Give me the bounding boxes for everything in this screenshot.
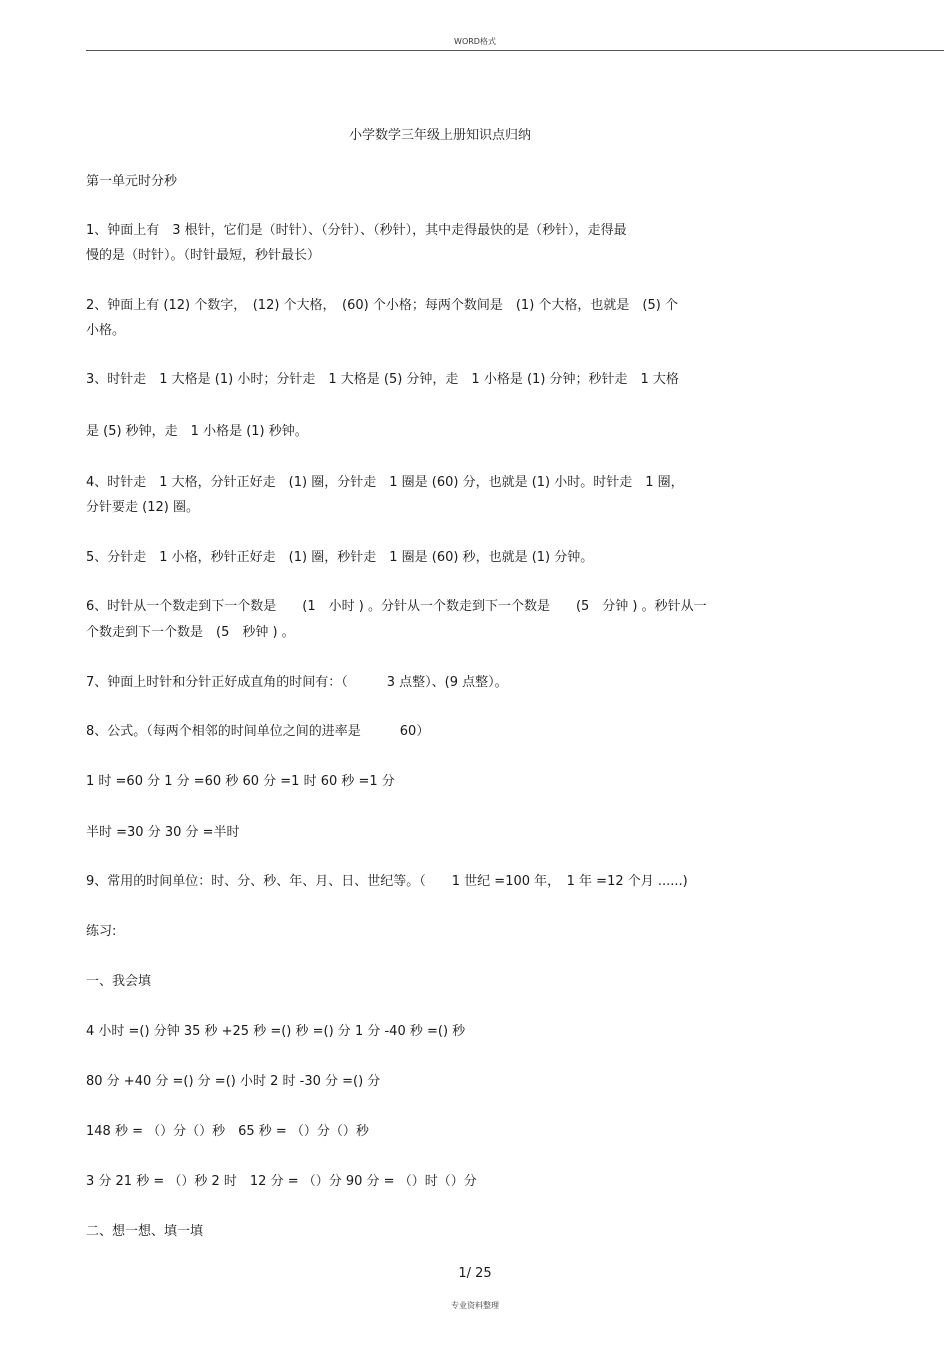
text-line: 9、常用的时间单位：时、分、秒、年、月、日、世纪等。（ 1 世纪 =100 年， 1 年 =12 个月 ......) [86,874,688,889]
text-line: 个数走到下一个数是 (5 秒钟 ) 。 [86,625,295,640]
text-line: 小格。 [86,323,126,338]
text-line: 1、钟面上有 3 根针，它们是（时针）、（分针）、（秒针），其中走得最快的是（秒针），走得最 [86,223,627,238]
text-line: 2、钟面上有 (12) 个数字， (12) 个大格， (60) 个小格；每两个数间是 (1) 个大格，也就是 (5) 个 [86,298,678,313]
text-line: 7、钟面上时针和分针正好成直角的时间有：（ 3 点整）、(9 点整）。 [86,675,508,690]
unit-heading: 第一单元时分秒 [86,174,178,189]
page-header: WORD格式 [454,37,496,46]
text-line: 4、时针走 1 大格，分针正好走 (1) 圈，分针走 1 圈是 (60) 分，也就是 (1) 小时。时针走 1 圈， [86,475,684,490]
exercise-line: 4 小时 =() 分钟 35 秒 +25 秒 =() 秒 =() 分 1 分 -40 秒 =() 秒 [86,1024,466,1039]
text-line: 6、时针从一个数走到下一个数是 (1 小时 ) 。分针从一个数走到下一个数是 (5 分钟 ) 。秒针从一 [86,599,707,614]
text-line: 慢的是（时针）。（时针最短，秒针最长） [86,248,321,263]
exercise-line: 3 分 21 秒 = （）秒 2 时 12 分 = （）分 90 分 = （）时（）分 [86,1174,477,1189]
document-title: 小学数学三年级上册知识点归纳 [348,128,531,143]
section-heading: 二、想一想、填一填 [86,1224,204,1239]
text-line: 5、分针走 1 小格，秒针正好走 (1) 圈，秒针走 1 圈是 (60) 秒，也就是 (1) 分钟。 [86,550,594,565]
exercise-line: 80 分 +40 分 =() 分 =() 小时 2 时 -30 分 =() 分 [86,1074,381,1089]
page-footer: 专业资料整理 [451,1301,499,1310]
formula-line: 1 时 =60 分 1 分 =60 秒 60 分 =1 时 60 秒 =1 分 [86,774,395,789]
page-number: 1/ 25 [458,1266,492,1281]
text-line: 3、时针走 1 大格是 (1) 小时；分针走 1 大格是 (5) 分钟，走 1 小格是 (1) 分钟；秒针走 1 大格 [86,372,679,387]
text-line: 分针要走 (12) 圈。 [86,500,199,515]
text-line: 8、公式。（每两个相邻的时间单位之间的进率是 60） [86,724,430,739]
exercise-line: 148 秒 = （）分（）秒 65 秒 = （）分（）秒 [86,1124,369,1139]
formula-line: 半时 =30 分 30 分 =半时 [86,825,240,840]
text-line: 是 (5) 秒钟，走 1 小格是 (1) 秒钟。 [86,424,308,439]
header-divider [86,50,944,51]
section-heading: 一、我会填 [86,974,152,989]
exercise-heading: 练习: [86,924,117,939]
